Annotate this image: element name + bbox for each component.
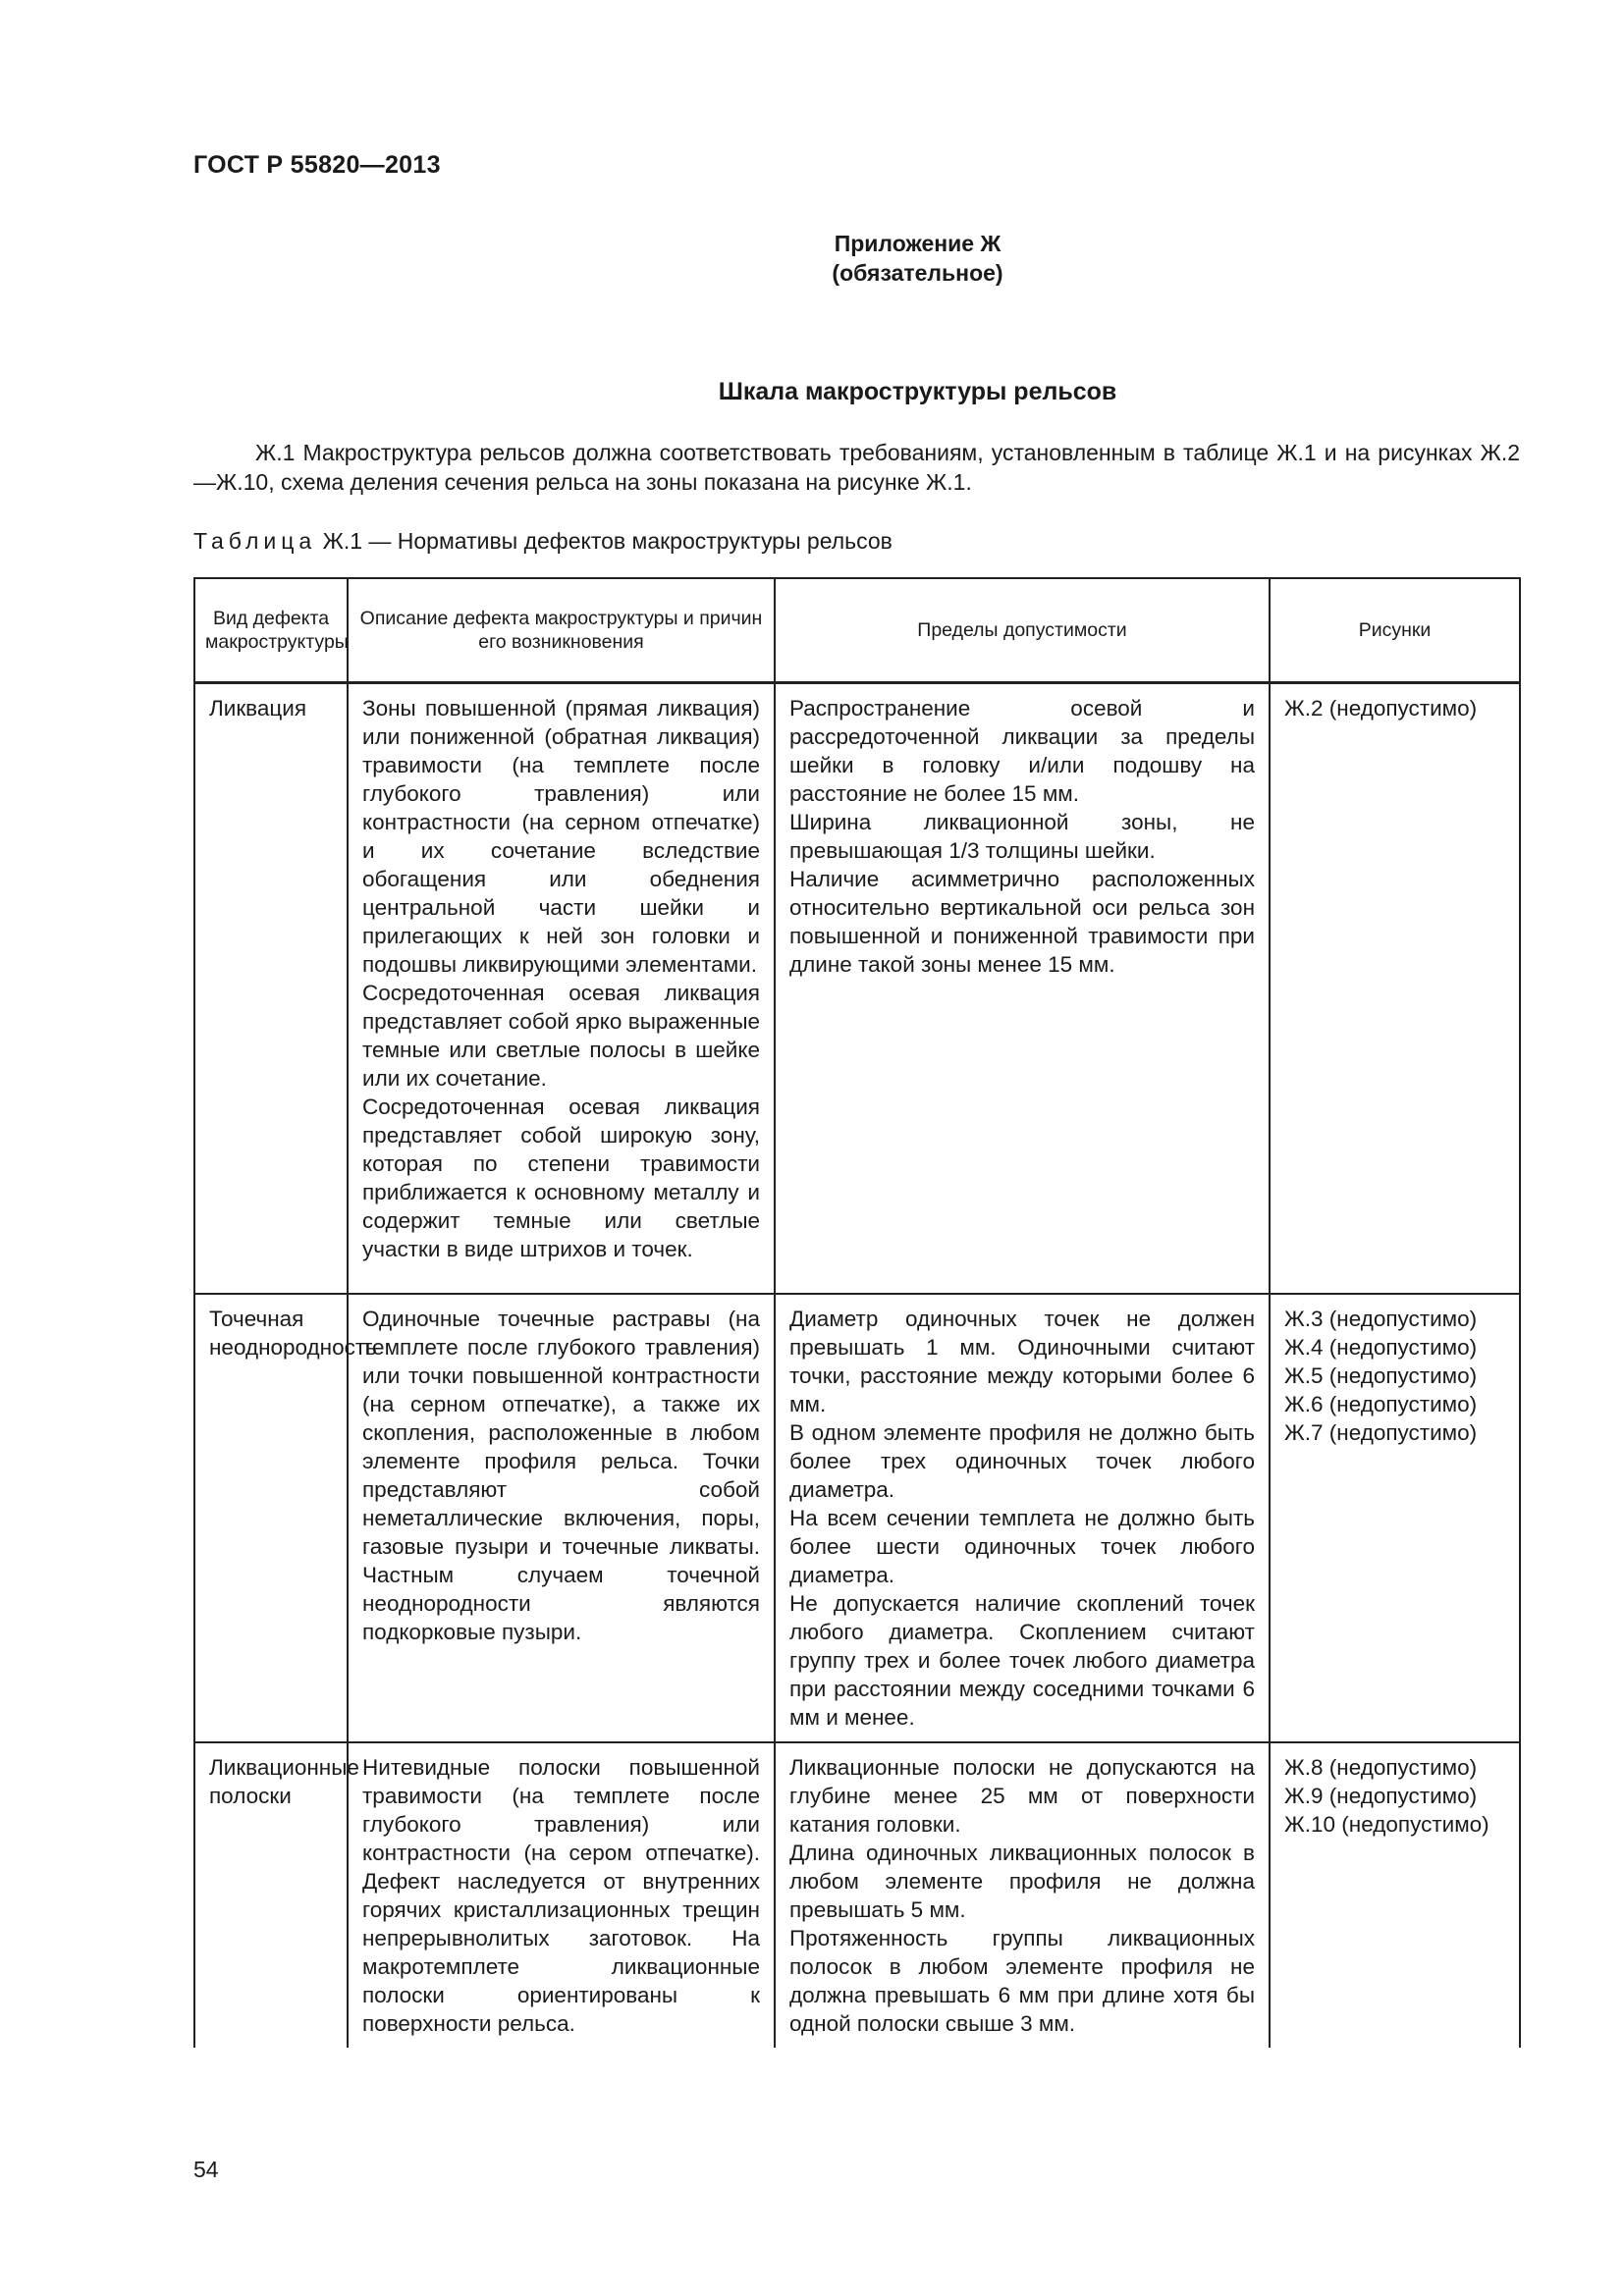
cell-limits: Распространение осевой и рассредоточенной ликвации за пределы шейки в головку и/или подошву на расстояние не более 15 мм. Ширина ликвационной зоны, не превышающая 1/3 толщины шейки. Наличие асимметрично расположенных относительно вертикальной оси рельса зон повышенной и пониженной травимости при длине такой зоны менее 15 мм. — [775, 683, 1270, 1295]
cell-description: Зоны повышенной (прямая ликвация) или пониженной (обратная ликвация) травимости (на темплете после глубокого травления) или контрастности (на серном отпечатке) и их сочетание вследствие обогащения или обеднения центральной части шейки и прилегающих к ней зон головки и подошвы ликвирующими элементами. Сосредоточенная осевая ликвация представляет собой ярко выраженные темные или светлые полосы в шейке или их сочетание. Сосредоточенная осевая ликвация представляет собой широкую зону, которая по степени травимости приближается к основному металлу и содержит темные или светлые участки в виде штрихов и точек. — [348, 683, 775, 1295]
intro-paragraph: Ж.1 Макроструктура рельсов должна соответствовать требованиям, установленным в таблице Ж.1 и на рисунках Ж.2—Ж.10, схема деления сечения рельса на зоны показана на рисунке Ж.1. — [193, 440, 1520, 495]
appendix-heading — [0, 229, 1624, 288]
table-header-row — [194, 578, 1520, 683]
cell-figures: Ж.2 (недопустимо) — [1270, 683, 1520, 1295]
defects-table — [193, 577, 1521, 2048]
table-caption-label: Таблица — [193, 528, 317, 554]
appendix-status: (обязательное) — [832, 260, 1003, 286]
document-code: ГОСТ Р 55820—2013 — [193, 151, 441, 179]
table-caption — [193, 528, 893, 555]
section-title: Шкала макроструктуры рельсов — [718, 378, 1117, 405]
cell-limits: Ликвационные полоски не допускаются на глубине менее 25 мм от поверхности катания головки. Длина одиночных ликвационных полосок в любом элементе профиля не должна превышать 5 мм. Протяженность группы ликвационных полосок в любом элементе профиля не должна превышать 6 мм при длине хотя бы одной полоски свыше 3 мм. — [775, 1742, 1270, 2048]
table-caption-text: Ж.1 — Нормативы дефектов макроструктуры рельсов — [316, 528, 893, 554]
appendix-title: Приложение Ж — [834, 231, 1001, 256]
cell-type: Ликвация — [194, 683, 348, 1295]
cell-description: Нитевидные полоски повышенной травимости (на темплете после глубокого травления) или контрастности (на сером отпечатке). Дефект наследуется от внутренних горячих кристаллизационных трещин непрерывнолитых заготовок. На макротемплете ликвационные полоски ориентированы к поверхности рельса. — [348, 1742, 775, 2048]
header-description: Описание дефекта макроструктуры и причин его возникновения — [348, 578, 775, 683]
page-number: 54 — [193, 2157, 219, 2182]
cell-type: Ликвационные полоски — [194, 1742, 348, 2048]
cell-type: Точечная неоднородность — [194, 1294, 348, 1742]
header-type: Вид дефекта макроструктуры — [194, 578, 348, 683]
table-row — [194, 1294, 1520, 1742]
cell-description: Одиночные точечные растравы (на темплете после глубокого травления) или точки повышенной контрастности (на серном отпечатке), а также их скопления, расположенные в любом элементе профиля рельса. Точки представляют собой неметаллические включения, поры, газовые пузыри и точечные ликваты. Частным случаем точечной неоднородности являются подкорковые пузыри. — [348, 1294, 775, 1742]
section-title-wrap — [0, 378, 1624, 406]
table-row — [194, 683, 1520, 1295]
table-row — [194, 1742, 1520, 2048]
cell-figures: Ж.8 (недопустимо) Ж.9 (недопустимо) Ж.10 (недопустимо) — [1270, 1742, 1520, 2048]
cell-limits: Диаметр одиночных точек не должен превышать 1 мм. Одиночными считают точки, расстояние между которыми более 6 мм. В одном элементе профиля не должно быть более трех одиночных точек любого диаметра. На всем сечении темплета не должно быть более шести одиночных точек любого диаметра. Не допускается наличие скоплений точек любого диаметра. Скоплением считают группу трех и более точек любого диаметра при расстоянии между соседними точками 6 мм и менее. — [775, 1294, 1270, 1742]
cell-figures: Ж.3 (недопустимо) Ж.4 (недопустимо) Ж.5 (недопустимо) Ж.6 (недопустимо) Ж.7 (недопустимо) — [1270, 1294, 1520, 1742]
header-figures: Рисунки — [1270, 578, 1520, 683]
header-limits: Пределы допустимости — [775, 578, 1270, 683]
